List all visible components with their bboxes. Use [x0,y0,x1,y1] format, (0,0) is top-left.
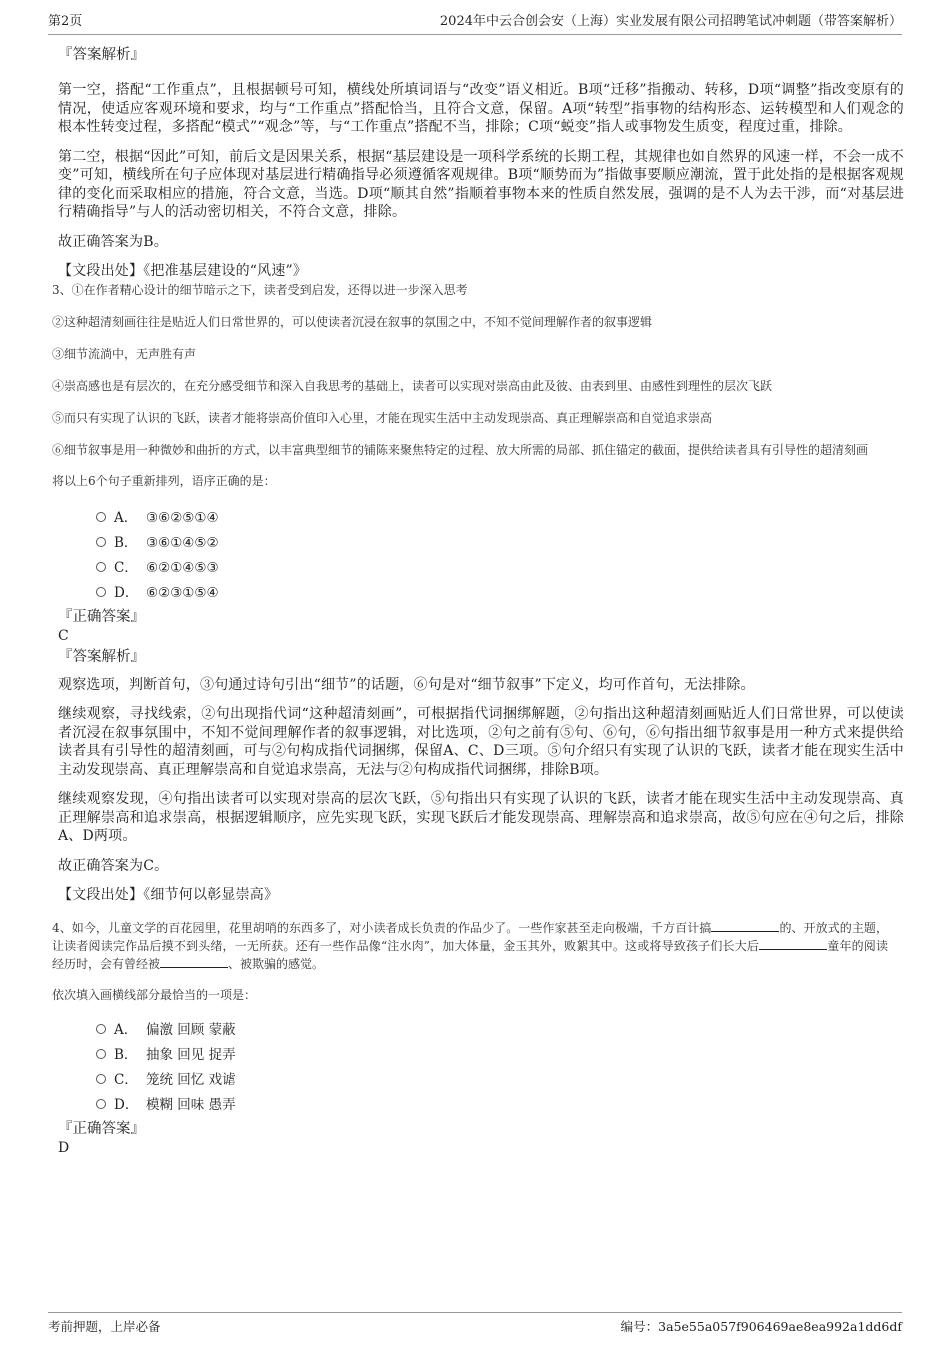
option-letter: C． [114,1071,138,1088]
option-text: 模糊 回味 愚弄 [146,1096,236,1113]
q4-options [58,1020,904,1120]
document-code: 编号：3a5e55a057f906469ae8ea992a1dd6df [620,1319,902,1334]
option-letter: A． [114,1021,138,1038]
page-header [48,12,902,35]
q4-blank-2 [759,937,827,950]
option-letter: C． [114,559,138,576]
option-letter: B． [114,534,138,551]
q3-sentence-3: ③细节流淌中，无声胜有声 [52,346,197,361]
page-number: 第2页 [48,14,83,29]
q3-option-a[interactable] [96,508,942,533]
page-footer [48,1312,902,1337]
q4-answer-tag: 『正确答案』 [58,1120,145,1137]
option-text: 抽象 回见 捉弄 [146,1046,236,1063]
q3-answer-tag: 『正确答案』 [58,608,145,625]
q3-options [58,508,904,608]
q4-blank-3 [160,955,228,968]
q4-stem-part-2: 的、开放式的主题，让读者阅读完作品后摸不到头绪，一无所获。还有一些作品像“注水肉”，加大体量，金玉其外，败絮其中。这或将导致孩子们长大后 [52,920,888,953]
document-title: 2024年中云合创会安（上海）实业发展有限公司招聘笔试冲刺题（带答案解析） [439,14,902,29]
q4-option-b[interactable] [96,1045,942,1070]
q4-prompt: 依次填入画横线部分最恰当的一项是： [52,987,257,1002]
q3-conclusion: 故正确答案为C。 [58,857,169,874]
q4-option-c[interactable] [96,1070,942,1095]
q2-conclusion: 故正确答案为B。 [58,233,168,250]
q3-option-c[interactable] [96,558,942,583]
q4-option-a[interactable] [96,1020,942,1045]
q3-sentence-4: ④崇高感也是有层次的，在充分感受细节和深入自我思考的基础上，读者可以实现对崇高由此及彼、由表到里、由感性到理性的层次飞跃 [52,378,773,393]
q2-source: 【文段出处】《把准基层建设的“风速”》 [58,263,308,279]
q2-analysis-p2: 第二空，根据“因此”可知，前后文是因果关系，根据“基层建设是一项科学系统的长期工程，其规律也如自然界的风速一样，不会一成不变”可知，横线所在句子应体现对基层进行精确指导必须遵循客观规律。B项“顺势而为”指做事要顺应潮流，置于此处指的是根据客观规律的变化而采取相应的措施，符合文意，当选。D项“顺其自然”指顺着事物本来的性质自然发展，强调的是不人为去干涉，而“对基层进行精确指导”与人的活动密切相关，不符合文意，排除。 [58,148,904,220]
radio-icon[interactable] [96,512,106,522]
option-letter: B． [114,1046,138,1063]
q3-option-d[interactable] [96,583,942,608]
radio-icon[interactable] [96,1074,106,1084]
option-text: ⑥②①④⑤③ [146,559,219,576]
q3-sentence-5: ⑤而只有实现了认识的飞跃，读者才能将崇高价值印入心里，才能在现实生活中主动发现崇高、真正理解崇高和自觉追求崇高 [52,410,713,425]
option-letter: D． [114,1096,139,1113]
q4-stem-part-4: 、被欺骗的感觉。 [228,956,325,971]
q3-answer: C [58,627,69,644]
q3-analysis-tag: 『答案解析』 [58,648,145,665]
q3-analysis-p3: 继续观察发现，④句指出读者可以实现对崇高的层次飞跃，⑤句指出只有实现了认识的飞跃，读者才能在现实生活中主动发现崇高、真正理解崇高和追求崇高，根据逻辑顺序，应先实现飞跃，实现飞跃后才能发现崇高、理解崇高和追求崇高，故⑤句应在④句之后，排除A、D两项。 [58,791,904,844]
footer-slogan: 考前押题，上岸必备 [48,1319,161,1334]
q4-stem-part-3: 童年的阅读经历时，会有曾经被 [52,938,888,971]
option-letter: D． [114,584,139,601]
option-text: 偏激 回顾 蒙蔽 [146,1021,236,1038]
q3-source: 【文段出处】《细节何以彰显崇高》 [58,887,279,903]
q4-stem-part-1: 4、如今，儿童文学的百花园里，花里胡哨的东西多了，对小读者成长负责的作品少了。一些作家甚至走向极端，千方百计搞 [52,920,712,935]
q4-option-d[interactable] [96,1095,942,1120]
q4-blank-1 [711,919,779,932]
radio-icon[interactable] [96,1099,106,1109]
radio-icon[interactable] [96,562,106,572]
q4-answer: D [58,1139,70,1156]
q3-sentence-6: ⑥细节叙事是用一种微妙和曲折的方式，以丰富典型细节的铺陈来聚焦特定的过程、放大所需的局部、抓住锚定的截面，提供给读者具有引导性的超清刻画 [52,442,869,457]
option-text: 笼统 回忆 戏谑 [146,1071,236,1088]
q3-sentence-1: 3、①在作者精心设计的细节暗示之下，读者受到启发，还得以进一步深入思考 [52,282,468,297]
document-body [52,44,904,1157]
radio-icon[interactable] [96,537,106,547]
q3-sentence-2: ②这种超清刻画往往是贴近人们日常世界的，可以使读者沉浸在叙事的氛围之中，不知不觉间理解作者的叙事逻辑 [52,314,653,329]
option-text: ⑥②③①⑤④ [146,584,219,601]
option-text: ③⑥②⑤①④ [146,509,219,526]
q3-option-b[interactable] [96,533,942,558]
q4-stem [52,919,888,973]
q3-analysis-p2: 继续观察，寻找线索，②句出现指代词“这种超清刻画”，可根据指代词捆绑解题，②句指出这种超清刻画贴近人们日常世界，可以使读者沉浸在叙事氛围中，不知不觉间理解作者的叙事逻辑，对比选项，②句之前有⑤句、⑥句，⑥句指出细节叙事是用一种方式来提供给读者具有引导性的超清刻画，可与②句构成指代词捆绑，保留A、C、D三项。⑤句介绍只有实现了认识的飞跃，读者才能在现实生活中主动发现崇高、真正理解崇高和自觉追求崇高，无法与②句构成指代词捆绑，排除B项。 [58,706,904,778]
radio-icon[interactable] [96,1024,106,1034]
q3-prompt: 将以上6个句子重新排列，语序正确的是： [52,473,276,488]
option-text: ③⑥①④⑤② [146,534,219,551]
q2-analysis-p1: 第一空，搭配“工作重点”，且根据顿号可知，横线处所填词语与“改变”语义相近。B项“迁移”指搬动、转移，D项“调整”指改变原有的情况，使适应客观环境和要求，均与“工作重点”搭配恰当，且符合文意，保留。A项“转型”指事物的结构形态、运转模型和人们观念的根本性转变过程，多搭配“模式”“观念”等，与“工作重点”搭配不当，排除；C项“蜕变”指人或事物发生质变，程度过重，排除。 [58,82,904,135]
q3-analysis-p1: 观察选项，判断首句，③句通过诗句引出“细节”的话题，⑥句是对“细节叙事”下定义，均可作首句，无法排除。 [58,676,755,693]
radio-icon[interactable] [96,1049,106,1059]
q2-analysis-tag: 『答案解析』 [58,47,145,63]
option-letter: A． [114,509,138,526]
radio-icon[interactable] [96,587,106,597]
